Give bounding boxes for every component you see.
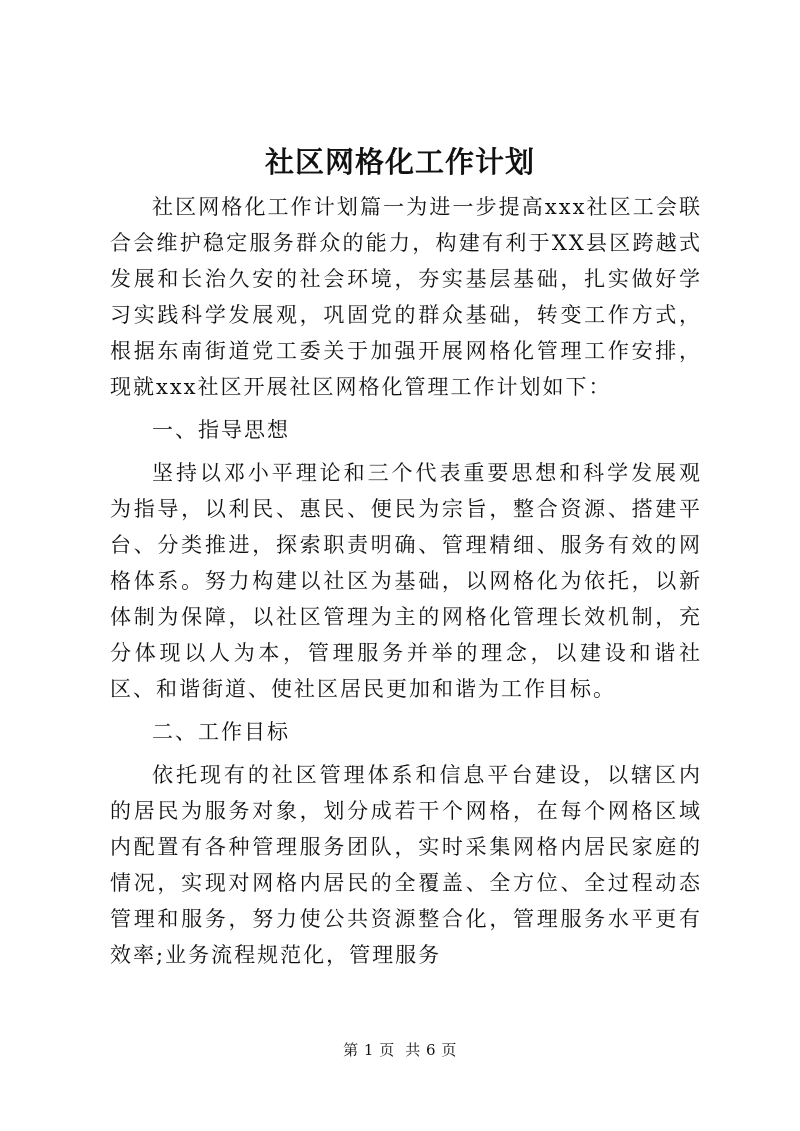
document-title: 社区网格化工作计划 xyxy=(264,145,535,179)
section-heading-work-goals: 二、工作目标 xyxy=(152,720,290,744)
page-footer xyxy=(0,1040,800,1060)
section-heading-guiding-ideology: 一、指导思想 xyxy=(152,418,290,442)
page-number-label: 第 1 页 共 6 页 xyxy=(343,1041,457,1059)
paragraph-intro: 社区网格化工作计划篇一为进一步提高xxx社区工会联合会维护稳定服务群众的能力，构建有利于XX县区跨越式发展和长治久安的社会环境，夯实基层基础，扎实做好学习实践科学发展观，巩固党的群众基础，转变工作方式，根据东南街道党工委关于加强开展网格化管理工作安排，现就xxx社区开展社区网格化管理工作计划如下： xyxy=(110,195,702,399)
document-body xyxy=(110,189,702,973)
paragraph-work-goals: 依托现有的社区管理体系和信息平台建设，以辖区内的居民为服务对象，划分成若干个网格，在每个网格区域内配置有各种管理服务团队，实时采集网格内居民家庭的情况，实现对网格内居民的全覆盖、全方位、全过程动态管理和服务，努力使公共资源整合化，管理服务水平更有效率;业务流程规范化，管理服务 xyxy=(110,763,702,967)
paragraph-guiding-ideology: 坚持以邓小平理论和三个代表重要思想和科学发展观为指导，以利民、惠民、便民为宗旨，整合资源、搭建平台、分类推进，探索职责明确、管理精细、服务有效的网格体系。努力构建以社区为基础，以网格化为依托，以新体制为保障，以社区管理为主的网格化管理长效机制，充分体现以人为本，管理服务并举的理念，以建设和谐社区、和谐街道、使社区居民更加和谐为工作目标。 xyxy=(110,461,702,701)
